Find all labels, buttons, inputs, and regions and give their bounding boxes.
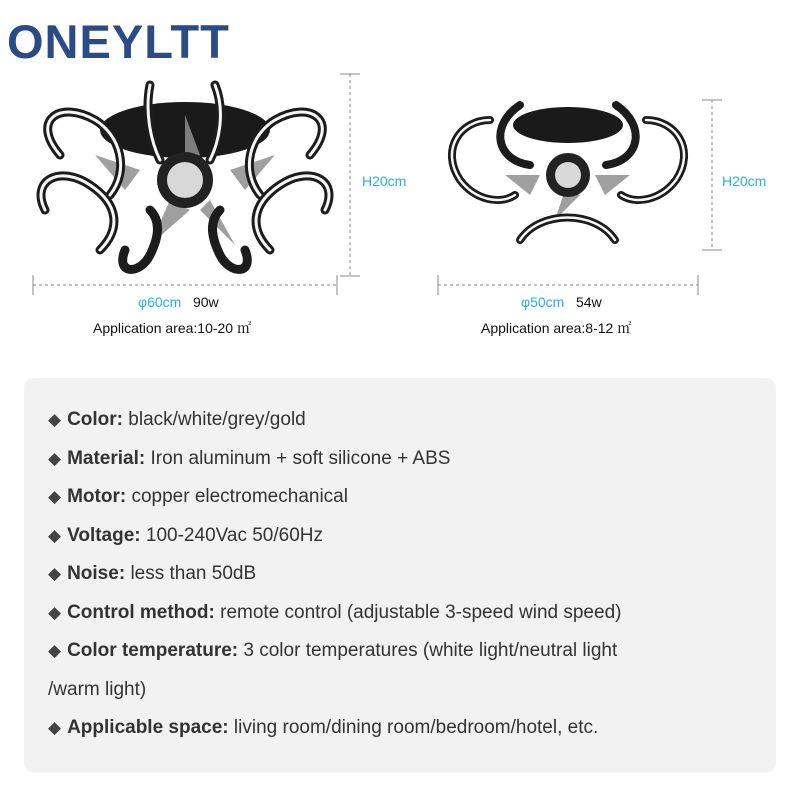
area-large: Application area:10-20 ㎡	[93, 320, 251, 336]
spec-line-small	[521, 294, 602, 310]
spec-value: remote control (adjustable 3-speed wind speed)	[220, 602, 622, 623]
area-small: Application area:8-12 ㎡	[481, 320, 632, 336]
spec-voltage	[48, 525, 323, 547]
bullet-icon: ◆	[48, 487, 62, 506]
spec-label: Applicable space:	[67, 717, 229, 738]
spec-value: Iron aluminum + soft silicone + ABS	[150, 448, 451, 469]
bullet-icon: ◆	[48, 641, 62, 660]
spec-motor	[48, 486, 348, 508]
bullet-icon: ◆	[48, 410, 62, 429]
spec-noise	[48, 563, 256, 585]
spec-label: Material:	[67, 448, 146, 469]
spec-value: copper electromechanical	[131, 486, 348, 507]
spec-label: Control method:	[67, 602, 215, 623]
diameter-large: φ60cm	[138, 294, 182, 310]
spec-color-temperature-continuation: /warm light)	[48, 679, 147, 700]
spec-label: Motor:	[67, 486, 127, 507]
bullet-icon: ◆	[48, 564, 62, 583]
spec-color	[48, 409, 306, 431]
spec-label: Color:	[67, 409, 124, 430]
bullet-icon: ◆	[48, 526, 62, 545]
spec-line-large	[138, 294, 219, 310]
spec-applicable-space	[48, 717, 598, 739]
diameter-small: φ50cm	[521, 294, 565, 310]
spec-label: Color temperature:	[67, 640, 239, 661]
bullet-icon: ◆	[48, 603, 62, 622]
spec-value: black/white/grey/gold	[128, 409, 306, 430]
spec-color-temperature	[48, 640, 617, 662]
spec-value: less than 50dB	[130, 563, 257, 584]
power-large: 90w	[192, 294, 219, 310]
spec-material	[48, 448, 450, 470]
spec-value: 100-240Vac 50/60Hz	[145, 525, 324, 546]
bullet-icon: ◆	[48, 449, 62, 468]
spec-value: living room/dining room/bedroom/hotel, etc.	[233, 717, 599, 738]
height-label-small: H20cm	[722, 173, 767, 189]
fan-large-image	[0, 60, 400, 300]
spec-label: Voltage:	[67, 525, 141, 546]
height-label-large: H20cm	[362, 173, 407, 189]
spec-label: Noise:	[67, 563, 126, 584]
spec-control-method	[48, 602, 621, 624]
bullet-icon: ◆	[48, 718, 62, 737]
power-small: 54w	[575, 294, 602, 310]
spec-value: 3 color temperatures (white light/neutral light	[243, 640, 618, 661]
brand-logo: ONEYLTT	[7, 15, 230, 68]
fan-small-image	[420, 80, 800, 300]
